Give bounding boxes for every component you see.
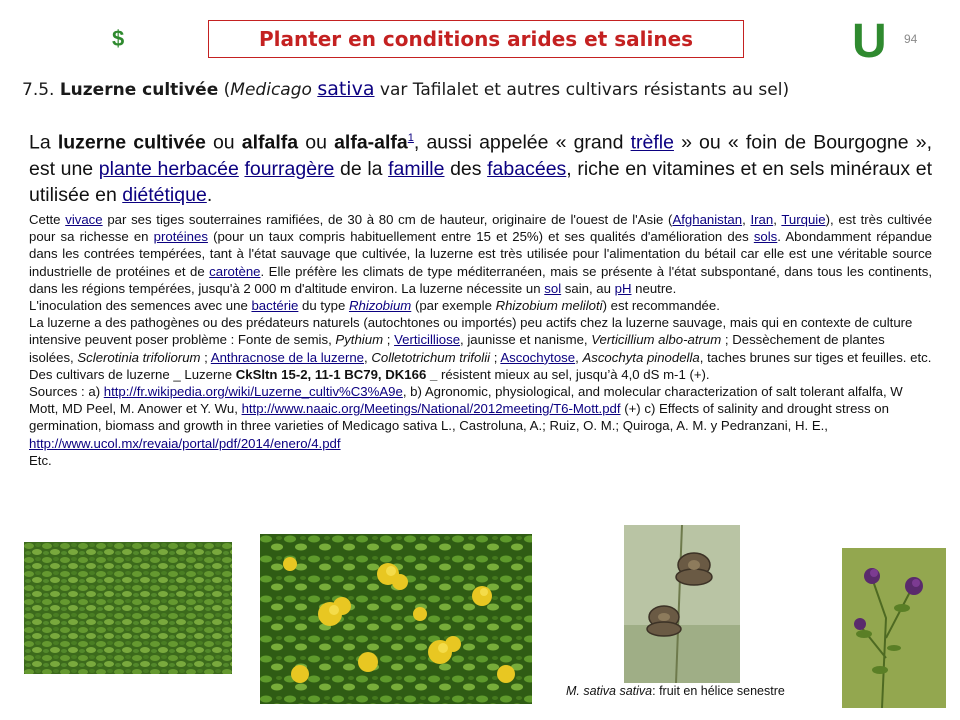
para-text: du type xyxy=(298,298,349,314)
para-text: Cette xyxy=(29,212,66,227)
cultivars-paragraph xyxy=(29,366,932,383)
para-text: sain, au xyxy=(561,280,615,296)
wikipedia-source-link[interactable]: http://fr.wikipedia.org/wiki/Luzerne_cultiv%C3%A9e xyxy=(103,384,403,400)
para-text: ) est recommandée. xyxy=(602,298,720,314)
para-text: La luzerne a des pathogènes ou des prédateurs naturels (autochtones ou importés) peu actifs chez la luzerne sauvage, mais qui en contexte de culture intensive peuvent poser problème : Fonte de semis, xyxy=(29,315,913,348)
bacterie-link[interactable]: bactérie xyxy=(251,298,299,314)
unit-badge: U xyxy=(852,15,887,68)
section-heading xyxy=(22,78,942,100)
para-text: . Elle préfère les climats de type méditerranéen, mais se présente à l'état subspontané, dans tous les continents, dans les régions tempérées, jusqu'à 2 000 m d'altitude environ. La luzerne nécessite un xyxy=(29,263,932,296)
carotene-link[interactable]: carotène xyxy=(209,263,261,279)
para-text: , taches brunes sur tiges et feuilles. etc. xyxy=(699,349,932,365)
dietetique-link[interactable]: diététique xyxy=(122,183,207,206)
description-paragraph xyxy=(29,211,932,297)
intro-paragraph xyxy=(29,125,932,208)
para-text: Des cultivars de luzerne _ Luzerne xyxy=(29,366,236,382)
seed-pods-caption xyxy=(566,684,785,698)
afghanistan-link[interactable]: Afghanistan xyxy=(672,212,743,227)
species-name: Rhizobium meliloti xyxy=(495,298,603,314)
anthracnose-link[interactable]: Anthracnose de la luzerne xyxy=(210,349,365,365)
footnote-link[interactable]: 1 xyxy=(407,132,414,144)
intro-bold: luzerne cultivée xyxy=(57,131,206,154)
para-text: par ses tiges souterraines ramifiées, de 30 à 80 cm de hauteur, originaire de l'ouest de l'Asie ( xyxy=(102,212,673,227)
heading-bold: Luzerne cultivée xyxy=(59,80,219,100)
intro-text: , riche en vitamines et en sels minéraux et utilisée en xyxy=(29,157,932,206)
body-text xyxy=(29,211,932,469)
species-name: Sclerotinia trifoliorum xyxy=(77,349,201,365)
intro-text: » ou « foin de Bourgogne », est une xyxy=(29,131,932,180)
page-title xyxy=(208,20,744,58)
page-number: 94 xyxy=(904,32,918,46)
intro-text: ou xyxy=(298,131,335,154)
para-text: ; xyxy=(490,349,501,365)
heading-prefix: 7.5. xyxy=(22,80,60,100)
intro-bold: alfa-alfa xyxy=(334,131,408,154)
heading-rest: var Tafilalet et autres cultivars résistants au sel) xyxy=(374,80,790,100)
yellow-flowers-photo xyxy=(260,534,532,704)
verticilliose-link[interactable]: Verticilliose xyxy=(394,332,461,348)
intro-text: . xyxy=(206,183,213,206)
proteines-link[interactable]: protéines xyxy=(153,229,208,245)
purple-flowers-graphic xyxy=(842,548,946,708)
famille-link[interactable]: famille xyxy=(388,157,445,180)
ascochytose-link[interactable]: Ascochytose xyxy=(500,349,576,365)
heading-italic: Medicago xyxy=(230,80,312,100)
para-text: Sources : a) xyxy=(29,384,104,400)
para-text: ), est très cultivée pour sa richesse en xyxy=(29,212,933,245)
yellow-flowers-graphic xyxy=(260,534,532,704)
para-text: , b) Agronomic, physiological, and molecular characterization of salt tolerant alfalfa, W Mott, MD Peel, M. Anower et Y. Wu, xyxy=(29,384,903,417)
intro-text: , aussi appelée « grand xyxy=(413,131,631,154)
rhizobium-link[interactable]: Rhizobium xyxy=(348,298,412,314)
para-text: (par exemple xyxy=(411,298,496,314)
fourragere-link[interactable]: fourragère xyxy=(244,157,335,180)
caption-text: : fruit en hélice senestre xyxy=(652,684,785,698)
para-text: . Abondamment répandue dans les contrées tempérées, tant à l'état sauvage que cultivée, la luzerne est très utilisée pour l'alimentation du bétail car elle est une véritable source industrielle de protéines et de xyxy=(29,229,933,279)
intro-text: de la xyxy=(334,157,389,180)
intro-text: ou xyxy=(205,131,242,154)
para-text: ; xyxy=(200,349,211,365)
para-text: , xyxy=(575,349,583,365)
intro-text: des xyxy=(444,157,488,180)
fabacees-link[interactable]: fabacées xyxy=(487,157,567,180)
intro-bold: alfalfa xyxy=(241,131,299,154)
para-text: , xyxy=(773,212,782,227)
inoculation-paragraph xyxy=(29,297,932,314)
purple-flowers-photo xyxy=(842,548,946,708)
caption-species: M. sativa sativa xyxy=(566,684,653,698)
para-text: , jaunisse et nanisme, xyxy=(460,332,592,348)
etc-line: Etc. xyxy=(29,452,52,468)
ph-link[interactable]: pH xyxy=(614,280,632,296)
ucol-source-link[interactable]: http://www.ucol.mx/revaia/portal/pdf/2014/enero/4.pdf xyxy=(29,435,341,451)
sources-paragraph xyxy=(29,383,932,452)
species-name: Pythium xyxy=(335,332,384,348)
alfalfa-field-graphic xyxy=(24,542,232,674)
para-text: résistent mieux au sel, jusqu’à 4,0 dS m-1 (+). xyxy=(437,366,710,382)
para-text: neutre. xyxy=(631,280,677,296)
seed-pods-graphic xyxy=(624,525,740,683)
para-text: ; xyxy=(383,332,395,348)
seed-pods-photo xyxy=(624,525,740,683)
trefle-link[interactable]: trèfle xyxy=(630,131,674,154)
para-text: (pour un taux compris habituellement entre 15 et 25%) et ses qualités d'amélioration des xyxy=(207,229,754,245)
sol-link[interactable]: sol xyxy=(544,280,562,296)
iran-link[interactable]: Iran xyxy=(750,212,774,227)
species-name: Colletotrichum trifolii xyxy=(371,349,491,365)
para-text: , xyxy=(742,212,751,227)
plante-herbacee-link[interactable]: plante herbacée xyxy=(98,157,239,180)
sols-link[interactable]: sols xyxy=(753,229,778,245)
pathogens-paragraph xyxy=(29,314,932,366)
species-name: Ascochyta pinodella xyxy=(582,349,700,365)
vivace-link[interactable]: vivace xyxy=(65,212,103,227)
intro-text: La xyxy=(29,131,58,154)
page-title-text: Planter en conditions arides et salines xyxy=(258,27,694,51)
para-text: ; Dessèchement de plantes isolées, xyxy=(29,332,885,365)
alfalfa-field-photo xyxy=(24,542,232,674)
turquie-link[interactable]: Turquie xyxy=(781,212,826,227)
dollar-sign: $ xyxy=(112,26,125,51)
heading-paren: ( xyxy=(218,80,231,100)
para-text: , xyxy=(364,349,372,365)
para-text: L'inoculation des semences avec une xyxy=(29,298,252,314)
species-name: Verticillium albo-atrum xyxy=(591,332,722,348)
para-text: (+) c) Effects of salinity and drought stress on germination, biomass and growth in three varieties of Medicago sativa L., Castroluna, A.; Ruiz, O. M.; Quiroga, A. M. y Pedranzani, H. E., xyxy=(29,401,889,434)
sativa-link[interactable]: sativa xyxy=(317,78,375,100)
cultivar-names: CkSltn 15-2, 11-1 BC79, DK166 _ xyxy=(235,366,438,382)
naaic-source-link[interactable]: http://www.naaic.org/Meetings/National/2012meeting/T6-Mott.pdf xyxy=(241,401,621,417)
